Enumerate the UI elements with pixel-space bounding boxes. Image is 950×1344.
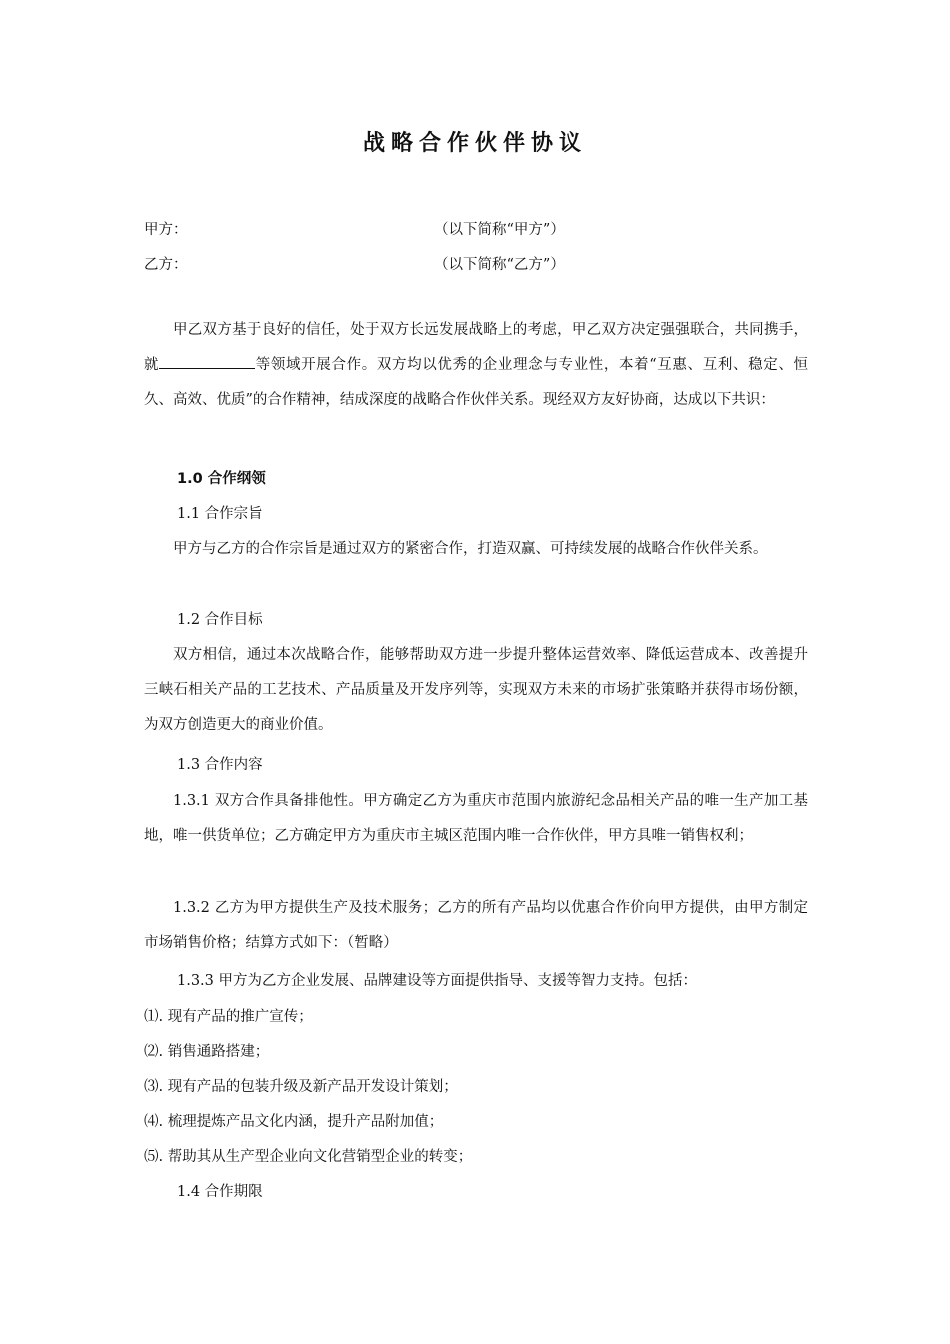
section-1-3-3-text: 1.3.3 甲方为乙方企业发展、品牌建设等方面提供指导、支援等智力支持。包括： — [177, 973, 698, 989]
section-1-4-heading: 1.4 合作期限 — [177, 1184, 263, 1200]
party-a-label: 甲方： — [144, 222, 188, 238]
section-1-3-1-text: 1.3.1 双方合作具备排他性。甲方确定乙方为重庆市范围内旅游纪念品相关产品的唯一生产加工基地，唯一供货单位；乙方确定甲方为重庆市主城区范围内唯一合作伙伴，甲方具唯一销售权利； — [144, 793, 808, 844]
section-1-0-heading: 1.0 合作纲领 — [177, 471, 266, 487]
section-1-2-heading: 1.2 合作目标 — [177, 612, 263, 628]
blank-field — [159, 354, 255, 369]
party-a-row — [144, 219, 824, 241]
section-1-2-text: 双方相信，通过本次战略合作，能够帮助双方进一步提升整体运营效率、降低运营成本、改善提升三峡石相关产品的工艺技术、产品质量及开发序列等，实现双方未来的市场扩张策略并获得市场份额，为双方创造更大的商业价值。 — [144, 647, 808, 733]
intro-part1: 甲乙双方基于良好的信任，处于双方长远发展战略上的考虑，甲乙双方决定强强联合，共同携手，就 — [144, 322, 808, 373]
party-b-row — [144, 254, 824, 276]
list-item: ⑶. 现有产品的包装升级及新产品开发设计策划； — [144, 1079, 458, 1095]
list-item: ⑷. 梳理提炼产品文化内涵，提升产品附加值； — [144, 1114, 444, 1130]
party-b-note: （以下简称“乙方”） — [434, 257, 565, 273]
intro-paragraph — [144, 313, 808, 418]
party-a-note: （以下简称“甲方”） — [434, 222, 565, 238]
section-1-1-heading: 1.1 合作宗旨 — [177, 506, 263, 522]
list-item: ⑵. 销售通路搭建； — [144, 1044, 270, 1060]
party-b-label: 乙方： — [144, 257, 188, 273]
section-1-3-heading: 1.3 合作内容 — [177, 757, 263, 773]
page-title: 战略合作伙伴协议 — [362, 131, 587, 156]
section-1-1-text: 甲方与乙方的合作宗旨是通过双方的紧密合作，打造双赢、可持续发展的战略合作伙伴关系。 — [173, 541, 768, 557]
section-1-3-2-text: 1.3.2 乙方为甲方提供生产及技术服务；乙方的所有产品均以优惠合作价向甲方提供，由甲方制定市场销售价格；结算方式如下：（暂略） — [144, 900, 808, 951]
list-item: ⑴. 现有产品的推广宣传； — [144, 1009, 313, 1025]
intro-part2: 等领域开展合作。双方均以优秀的企业理念与专业性，本着“互惠、互利、稳定、恒久、高效、优质”的合作精神，结成深度的战略合作伙伴关系。现经双方友好协商，达成以下共识： — [144, 357, 808, 408]
list-item: ⑸. 帮助其从生产型企业向文化营销型企业的转变； — [144, 1149, 473, 1165]
